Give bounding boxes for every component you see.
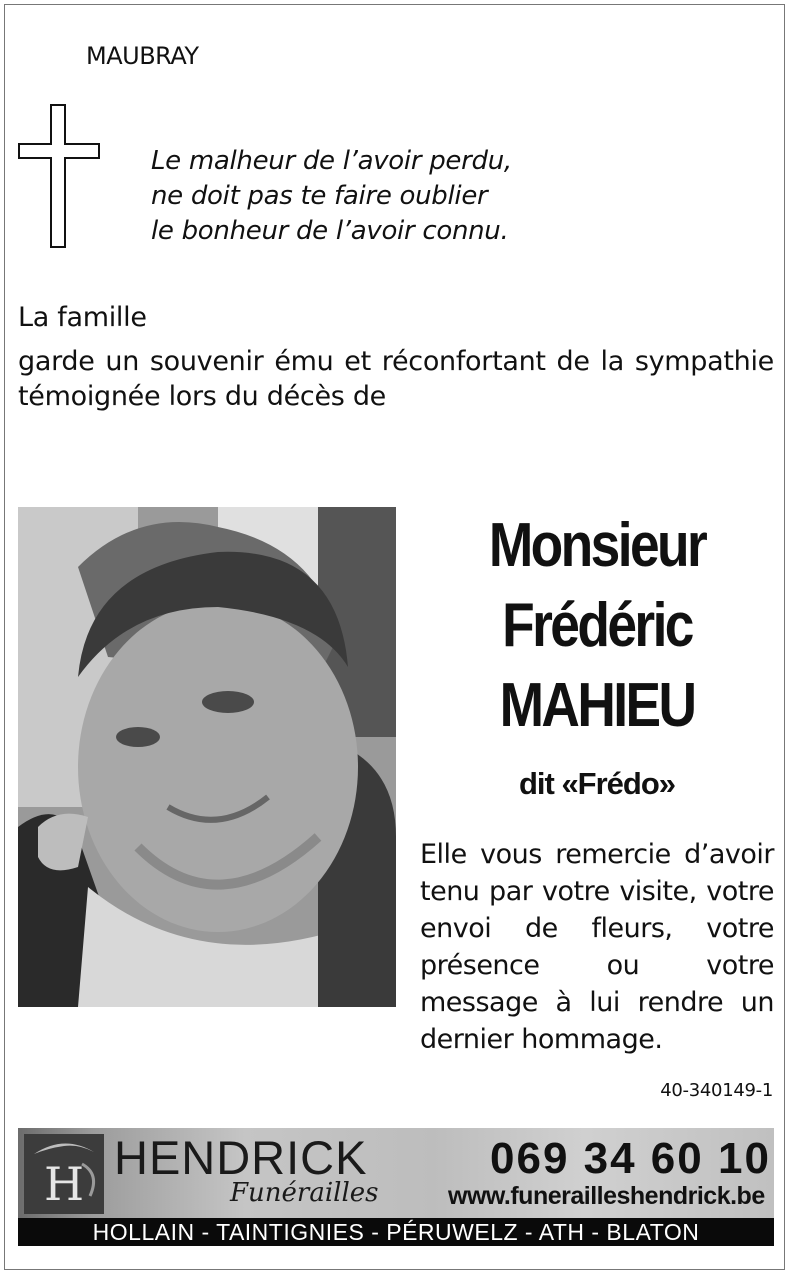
name-title: Monsieur	[488, 511, 706, 580]
portrait-illustration	[18, 507, 396, 1007]
locations-bar: HOLLAIN - TAINTIGNIES - PÉRUWELZ - ATH - BLATON	[18, 1218, 774, 1246]
name-last: MAHIEU	[499, 671, 695, 740]
website-link[interactable]: www.funerailleshendrick.be	[448, 1182, 765, 1210]
name-first: Frédéric	[502, 591, 692, 660]
funeral-home-name: HENDRICK	[114, 1131, 368, 1184]
deceased-name	[447, 506, 748, 746]
memorial-verse	[151, 144, 512, 249]
family-label: La famille	[18, 302, 147, 333]
reference-number: 40-340149-1	[660, 1080, 773, 1101]
verse-line: Le malheur de l’avoir perdu,	[151, 146, 512, 176]
verse-line: ne doit pas te faire oublier	[151, 181, 488, 211]
cross-icon	[18, 104, 100, 248]
thank-you-message: Elle vous remercie d’avoir tenu par votre visite, votre envoi de fleurs, votre présence ou votre message à lui rendre un dernier hommage.	[420, 839, 774, 1055]
logo-letter: H	[43, 1157, 85, 1211]
phone-number: 069 34 60 10	[490, 1134, 771, 1183]
location-heading: MAUBRAY	[86, 42, 199, 70]
portrait-photo	[18, 507, 396, 1007]
funeral-home-logo-icon	[24, 1134, 104, 1214]
funeral-home-banner	[18, 1128, 774, 1218]
funeral-home-subtitle: Funérailles	[230, 1178, 379, 1208]
thanks-text: garde un souvenir ému et réconfortant de la sympathie témoignée lors du décès de	[18, 346, 774, 412]
nickname: dit «Frédo»	[518, 766, 676, 801]
verse-line: le bonheur de l’avoir connu.	[151, 216, 509, 246]
